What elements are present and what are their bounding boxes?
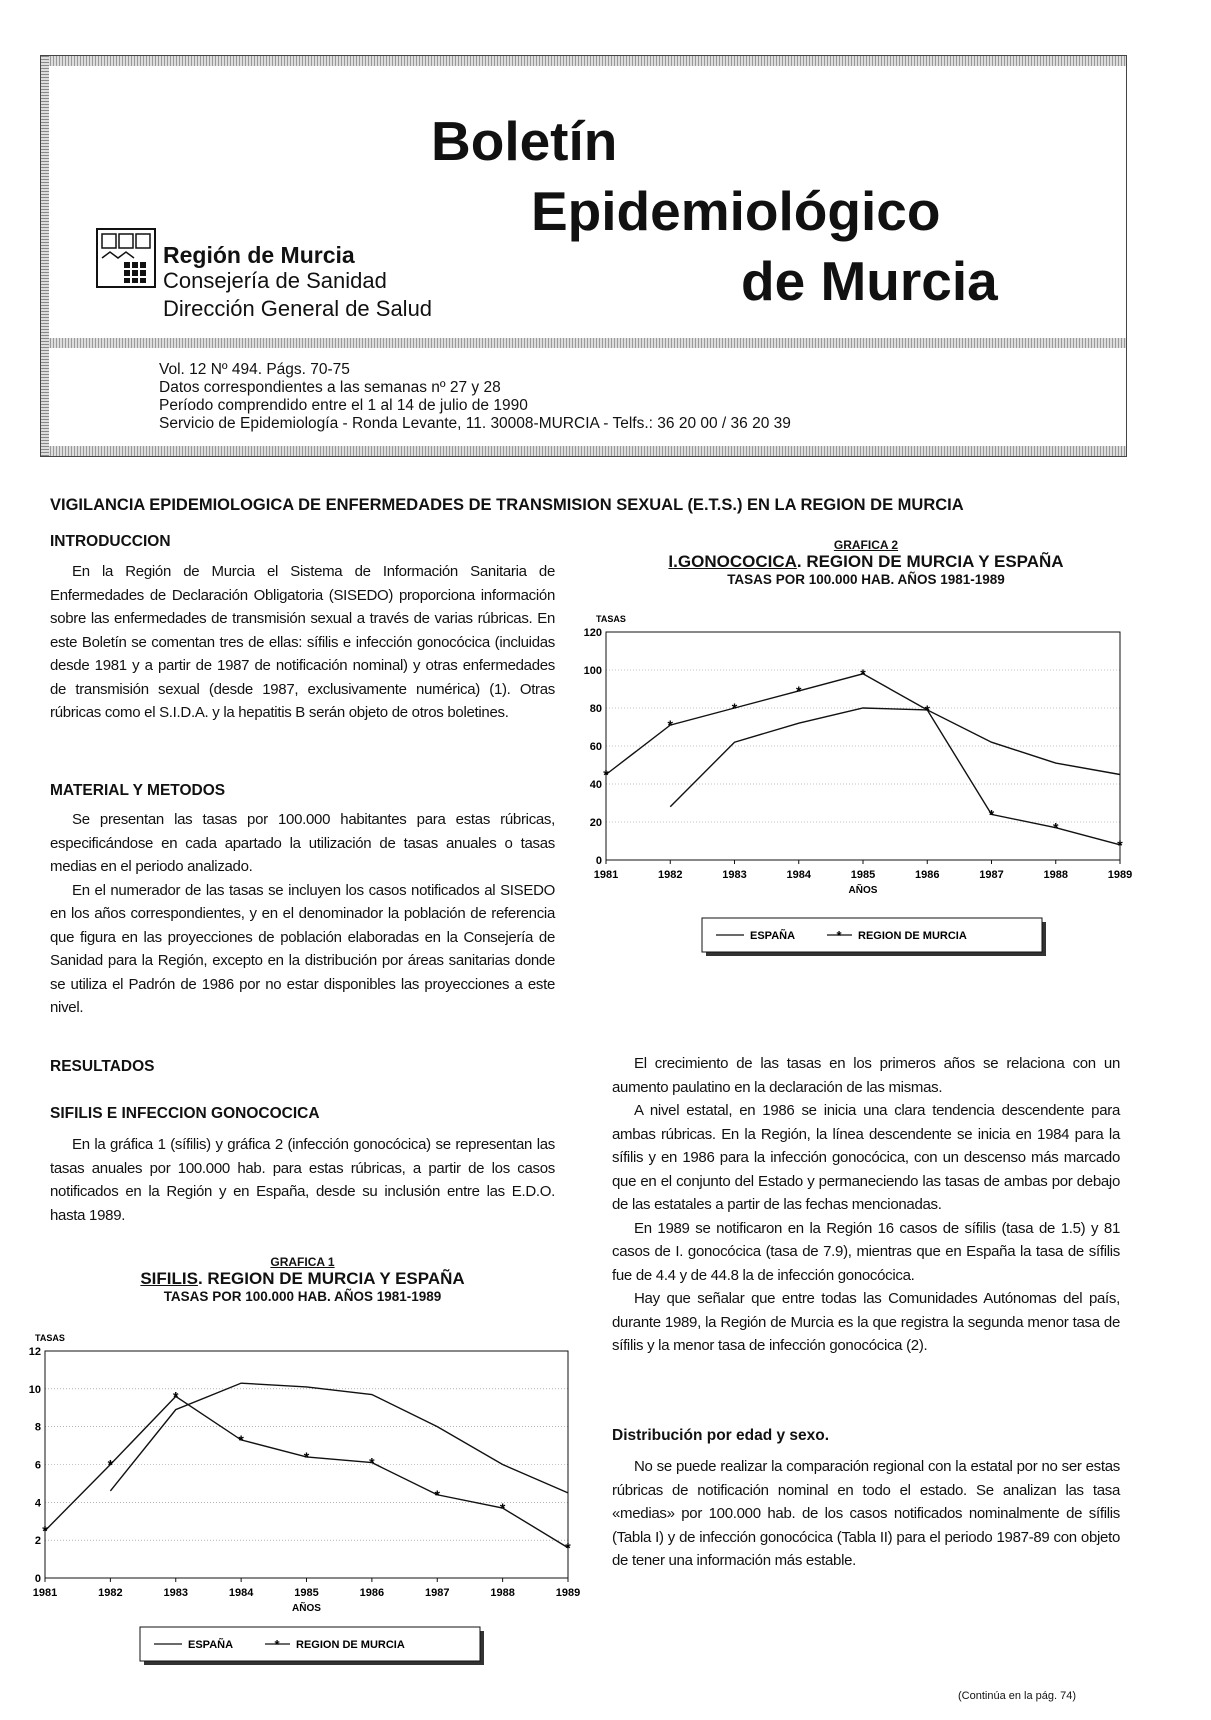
data-point-marker: * <box>1053 819 1059 836</box>
y-tick-label: 120 <box>583 627 602 639</box>
distribution-heading: Distribución por edad y sexo. <box>612 1427 830 1444</box>
title-line-1: Boletín <box>431 110 618 172</box>
data-point-marker: * <box>796 682 802 699</box>
x-tick-label: 1986 <box>359 1587 385 1599</box>
methods-text <box>50 808 555 1020</box>
x-axis-label: AÑOS <box>292 1603 321 1614</box>
sifilis-text <box>50 1133 555 1227</box>
x-tick-label: 1989 <box>555 1587 581 1599</box>
y-tick-label: 4 <box>34 1497 41 1510</box>
data-point-marker: * <box>107 1456 114 1473</box>
results-paragraph-1: El crecimiento de las tasas en los primeros años se relaciona con un aumento paulatino en la declaración de las mismas. <box>612 1055 1120 1096</box>
x-axis-label: AÑOS <box>848 885 878 896</box>
x-tick-label: 1988 <box>1043 869 1068 881</box>
x-tick-label: 1981 <box>32 1587 58 1599</box>
x-tick-label: 1984 <box>786 869 811 881</box>
methods-paragraph-1: Se presentan las tasas por 100.000 habitantes para estas rúbricas, especificándose en cada apartado la utilización de tasas anuales o tasas medias en el periodo analizado. <box>50 811 555 875</box>
chart-gonococica <box>580 612 1140 972</box>
x-tick-label: 1982 <box>98 1587 123 1599</box>
y-tick-label: 80 <box>589 703 602 715</box>
y-tick-label: 20 <box>589 817 602 829</box>
legend-label-espana: ESPAÑA <box>188 1639 234 1651</box>
x-tick-label: 1985 <box>294 1587 319 1599</box>
x-tick-label: 1988 <box>490 1587 515 1599</box>
decorative-band <box>41 56 1126 66</box>
data-point-marker: * <box>434 1486 440 1503</box>
data-point-marker: * <box>667 717 673 734</box>
data-point-marker: * <box>42 1522 48 1539</box>
x-tick-label: 1985 <box>850 869 876 881</box>
x-tick-label: 1987 <box>979 869 1004 881</box>
sifilis-heading: SIFILIS E INFECCION GONOCOCICA <box>50 1105 320 1122</box>
results-text <box>612 1052 1120 1358</box>
issue-service: Servicio de Epidemiología - Ronda Levante, 11. 30008-MURCIA - Telfs.: 36 20 00 / 36 20 39 <box>159 415 791 432</box>
x-tick-label: 1984 <box>228 1587 254 1599</box>
org-direction: Dirección General de Salud <box>163 296 433 321</box>
distribution-paragraph: No se puede realizar la comparación regional con la estatal por no ser estas rúbricas de notificación nominal en todo el estado. Se analizan las tasa «medias» por 100.000 hab. de los casos notificados nominalmente de sífilis (Tabla I) y de infección gonocócica (Tabla II) para el periodo 1987-89 con objeto de tener una información más estable. <box>612 1458 1120 1569</box>
chart2-title-block <box>612 538 1120 587</box>
data-point-marker: * <box>1117 836 1123 853</box>
article-headline: VIGILANCIA EPIDEMIOLOGICA DE ENFERMEDADES DE TRANSMISION SEXUAL (E.T.S.) EN LA REGION DE MURCIA <box>50 496 964 514</box>
masthead <box>40 55 1127 457</box>
data-point-marker: * <box>499 1500 506 1517</box>
methods-paragraph-2: En el numerador de las tasas se incluyen los casos notificados al SISEDO en los años correspondientes, y en el denominador la población de referencia que figura en las proyecciones de población elaboradas en la Consejería de Sanidad para la Región, excepto en la distribución por áreas sanitarias donde se utiliza el Padrón de 1986 por no estar disponibles las proyecciones a este nivel. <box>50 881 555 1016</box>
x-tick-label: 1986 <box>915 869 940 881</box>
org-department: Consejería de Sanidad <box>163 268 387 293</box>
y-tick-label: 8 <box>34 1421 41 1434</box>
data-point-marker: * <box>924 701 930 718</box>
legend-label-murcia: REGION DE MURCIA <box>296 1639 405 1651</box>
legend-label-espana: ESPAÑA <box>750 930 796 942</box>
y-tick-label: 0 <box>595 855 602 867</box>
series-line-murcia <box>45 1396 568 1547</box>
chart2-figure-label: GRAFICA 2 <box>833 538 899 552</box>
x-tick-label: 1982 <box>658 869 683 881</box>
continued-note: (Continúa en la pág. 74) <box>958 1690 1077 1702</box>
decorative-edge <box>41 56 49 456</box>
y-tick-label: 60 <box>589 741 602 753</box>
results-paragraph-4: Hay que señalar que entre todas las Comunidades Autónomas del país, durante 1989, la Región de Murcia es la que registra la segunda menor tasa de sífilis y la menor tasa de infección gonocócica (2). <box>612 1290 1120 1354</box>
x-tick-label: 1987 <box>425 1587 450 1599</box>
series-line-espana <box>667 708 1120 807</box>
data-point-marker: * <box>860 665 866 682</box>
chart1-figure-label: GRAFICA 1 <box>270 1255 335 1269</box>
decorative-band <box>41 446 1126 456</box>
intro-paragraph: En la Región de Murcia el Sistema de Información Sanitaria de Enfermedades de Declaración Obligatoria (SISEDO) proporciona información sobre las enfermedades de transmisión sexual a través de varias rúbricas. En este Boletín se comentan tres de ellas: sífilis e infección gonocócica (incluidas desde 1981 y a partir de 1987 de notificación nominal) y otras enfermedades de transmisión sexual (desde 1987, exclusivamente numérica) (1). Otras rúbricas como el S.I.D.A. y la hepatitis B serán objeto de otros boletines. <box>50 563 555 721</box>
y-tick-label: 12 <box>28 1346 41 1358</box>
y-tick-label: 10 <box>28 1383 41 1396</box>
chart-sifilis <box>10 1330 590 1680</box>
sifilis-paragraph: En la gráfica 1 (sífilis) y gráfica 2 (infección gonocócica) se representan las tasas anuales por 100.000 hab. para estas rúbricas, a partir de los casos notificados en la Región y en España, desde su inclusión entre las E.D.O. hasta 1989. <box>50 1136 555 1224</box>
org-name: Región de Murcia <box>163 242 355 268</box>
y-tick-label: 40 <box>589 779 602 791</box>
chart1-subtitle: TASAS POR 100.000 HAB. AÑOS 1981-1989 <box>163 1289 442 1304</box>
data-point-marker: * <box>603 766 609 783</box>
x-tick-label: 1989 <box>1107 869 1133 881</box>
y-tick-label: 6 <box>34 1459 41 1472</box>
legend-label-murcia: REGION DE MURCIA <box>858 930 967 942</box>
title-line-2: Epidemiológico <box>531 180 941 242</box>
region-logo-icon <box>96 228 156 288</box>
chart1-title-block <box>50 1255 555 1304</box>
data-point-marker: * <box>173 1388 179 1405</box>
chart1-title-underlined: SIFILIS <box>140 1269 198 1288</box>
chart1-title-rest: . REGION DE MURCIA Y ESPAÑA <box>197 1269 465 1288</box>
y-tick-label: 0 <box>34 1573 41 1585</box>
chart2-title-rest: . REGION DE MURCIA Y ESPAÑA <box>796 552 1064 571</box>
issue-period: Período comprendido entre el 1 al 14 de julio de 1990 <box>159 397 528 414</box>
y-tick-label: 2 <box>34 1535 41 1548</box>
data-point-marker: * <box>565 1539 571 1556</box>
x-tick-label: 1983 <box>163 1587 188 1599</box>
results-paragraph-2: A nivel estatal, en 1986 se inicia una clara tendencia descendente para ambas rúbricas. En la Región, la línea descendente se inicia en 1984 para la sífilis y en 1986 para la infección gonocócica, con un descenso más marcado que en el conjunto del Estado y permaneciendo las tasas de ambas por debajo de las estatales a partir de las fechas mencionadas. <box>612 1102 1120 1213</box>
data-point-marker: * <box>988 806 995 823</box>
x-tick-label: 1983 <box>722 869 747 881</box>
results-heading: RESULTADOS <box>50 1058 155 1075</box>
series-line-espana <box>107 1383 568 1493</box>
y-axis-label: TASAS <box>596 614 626 624</box>
data-point-marker: * <box>238 1431 244 1448</box>
data-point-marker: * <box>731 700 738 716</box>
y-tick-label: 100 <box>583 665 602 677</box>
decorative-band <box>41 338 1126 348</box>
issue-info <box>159 361 791 433</box>
results-paragraph-3: En 1989 se notificaron en la Región 16 casos de sífilis (tasa de 1.5) y 81 casos de I. gonocócica (tasa de 7.9), mientras que en España la tasa de sífilis fue de 4.4 y de 44.8 la de infección gonocócica. <box>612 1219 1120 1284</box>
intro-text <box>50 560 555 725</box>
title-line-3: de Murcia <box>741 250 998 312</box>
chart2-subtitle: TASAS POR 100.000 HAB. AÑOS 1981-1989 <box>727 572 1005 587</box>
chart2-title-underlined: I.GONOCOCICA <box>668 552 797 571</box>
methods-heading: MATERIAL Y METODOS <box>50 782 226 799</box>
issue-volume: Vol. 12 Nº 494. Págs. 70-75 <box>159 361 350 378</box>
intro-heading: INTRODUCCION <box>50 533 171 550</box>
legend-marker-murcia: * <box>836 928 842 943</box>
y-axis-label: TASAS <box>35 1333 65 1343</box>
legend-marker-murcia: * <box>274 1637 280 1652</box>
distribution-text <box>612 1455 1120 1573</box>
data-point-marker: * <box>369 1454 375 1471</box>
data-point-marker: * <box>303 1448 310 1465</box>
x-tick-label: 1981 <box>593 869 619 881</box>
chart1-title <box>50 1269 555 1289</box>
issue-weeks: Datos correspondientes a las semanas nº 27 y 28 <box>159 379 501 396</box>
chart2-title <box>612 552 1120 572</box>
